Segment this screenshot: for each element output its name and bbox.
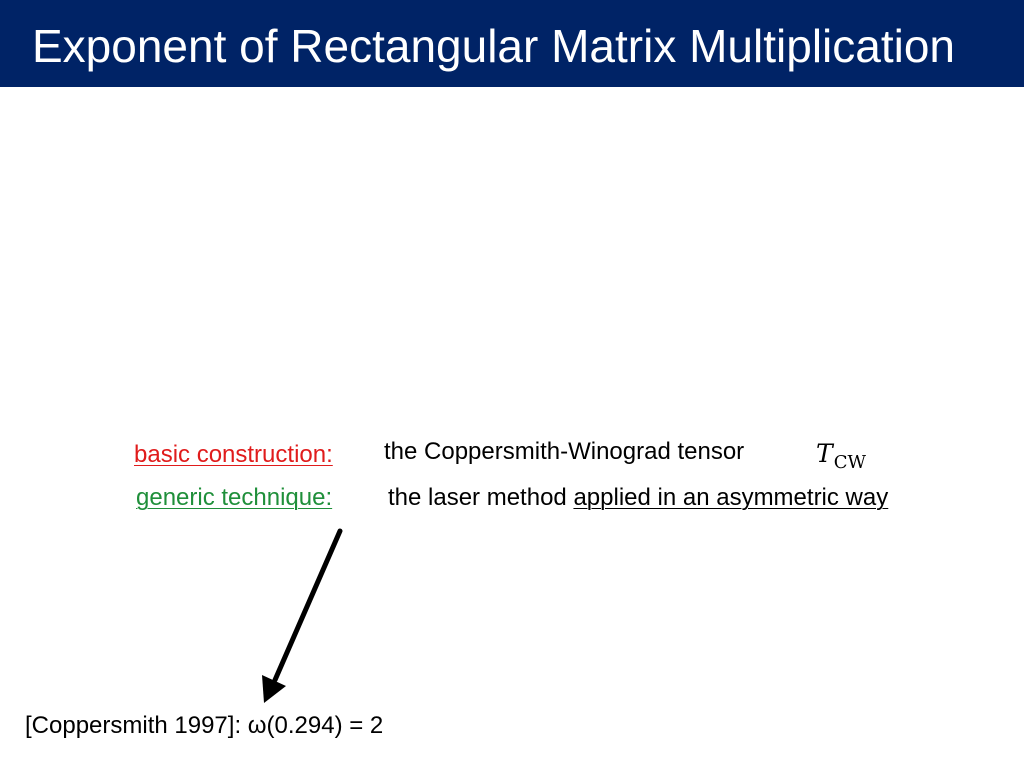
basic-construction-label: basic construction: [134, 441, 333, 468]
tensor-symbol: T [816, 439, 833, 468]
slide-title: Exponent of Rectangular Matrix Multiplication [32, 20, 956, 72]
coppersmith-winograd-tensor [816, 440, 866, 473]
arrow-shaft [275, 531, 340, 680]
generic-technique-text [388, 483, 888, 513]
title-bar [0, 0, 1024, 87]
generic-technique-label: generic technique: [136, 484, 333, 511]
basic-construction-text: the Coppersmith-Winograd tensor [384, 438, 745, 465]
arrow-head [262, 675, 286, 703]
asymmetric-way-text: applied in an asymmetric way [573, 484, 889, 511]
laser-method-text: the laser method [388, 484, 574, 511]
reference-text: [Coppersmith 1997]: ω(0.294) = 2 [25, 712, 384, 739]
tensor-subscript: CW [833, 452, 866, 473]
